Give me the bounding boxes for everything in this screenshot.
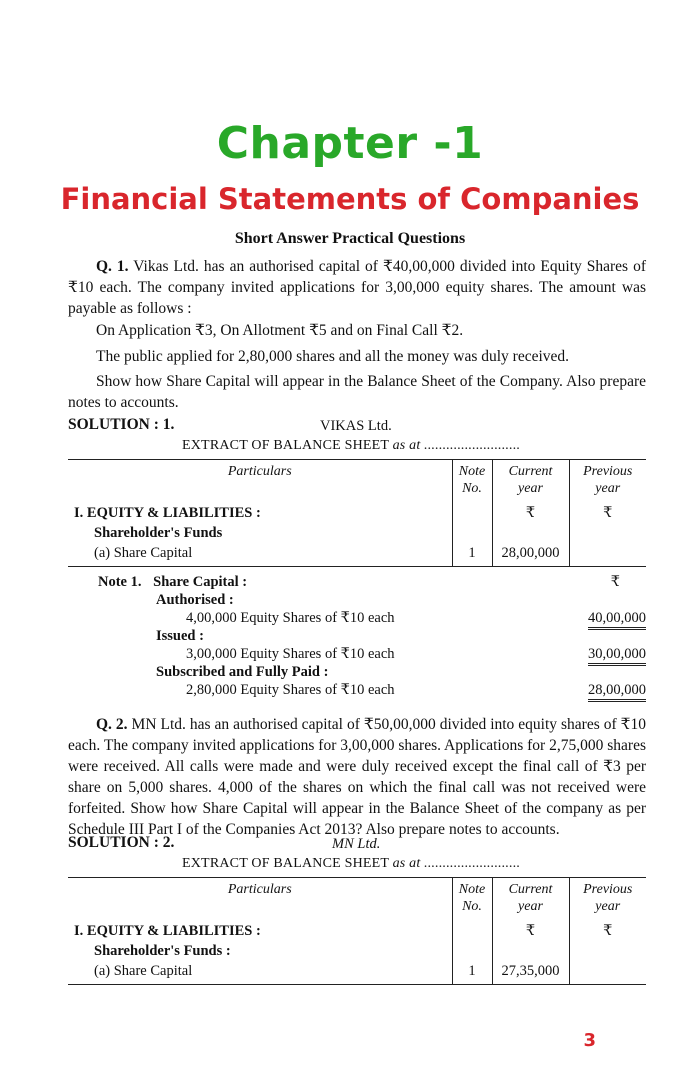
table-row [68,961,646,985]
page-number: 3 [583,1030,596,1051]
question-1 [68,256,646,319]
authorised-amount: 40,00,000 [588,609,646,630]
header-particulars: Particulars [68,460,452,501]
share-capital-item: (a) Share Capital [68,961,452,985]
table-row [68,941,646,961]
solution-1-label: SOLUTION : 1. [68,416,175,433]
note-row [98,681,646,699]
note-ref: 1 [452,961,492,985]
solution-2-extract [182,856,520,872]
note-ref: 1 [452,543,492,567]
section-heading: Short Answer Practical Questions [234,230,466,247]
solution-1-company: VIKAS Ltd. [320,418,392,434]
question-1-payment [68,320,646,341]
applied-text: The public applied for 2,80,000 shares and all the money was duly received. [96,348,570,365]
share-capital-item: (a) Share Capital [68,543,452,567]
current-value: 27,35,000 [492,961,569,985]
subscribed-line: 2,80,000 Equity Shares of ₹10 each [186,682,395,698]
solution-2-label: SOLUTION : 2. [68,834,175,851]
issued-label: Issued : [156,628,204,644]
table-row [68,543,646,567]
table-header-row [68,460,646,501]
authorised-label: Authorised : [156,592,234,608]
note-1 [98,573,646,699]
header-note-no: Note No. [452,460,492,501]
header-current-year: Current year [492,460,569,501]
currency-symbol: ₹ [492,500,569,523]
question-2 [68,714,646,840]
question-1-text: Vikas Ltd. has an authorised capital of ₹40,00,000 divided into Equity Shares of ₹10 each. The company invited applications for 3,00,000 equity shares. The amount was payable as follows : [68,258,646,317]
header-previous-year: Previous year [569,460,646,501]
table-row [68,500,646,523]
extract-title: EXTRACT OF BALANCE SHEET [182,438,389,453]
note-row [98,663,646,681]
funds-label: Shareholder's Funds [94,525,223,541]
note-heading: Share Capital : [153,574,248,590]
chapter-heading: Chapter -1 [216,118,484,169]
balance-sheet-2 [68,877,646,985]
table-row [68,918,646,941]
subscribed-label: Subscribed and Fully Paid : [156,664,329,680]
note-heading-row [98,573,646,591]
question-1-label: Q. 1. [96,258,129,275]
balance-sheet-1 [68,459,646,567]
current-value: 28,00,000 [492,543,569,567]
funds-label: Shareholder's Funds : [94,943,231,959]
subscribed-amount: 28,00,000 [588,681,646,702]
authorised-line: 4,00,000 Equity Shares of ₹10 each [186,610,395,626]
note-row [98,609,646,627]
question-2-text: MN Ltd. has an authorised capital of ₹50,00,000 divided into equity shares of ₹10 each. The company invited applications for 3,00,000 shares. Applications for 2,75,000 shares were received. All calls were made and were duly received except the final call of ₹3 per share on 5,000 shares. 4,000 of the shares on which the final call was not received were forfeited. Show how Share Capital will appear in the Balance Sheet of the company as per Schedule III Part I of the Companies Act 2013? Also prepare notes to accounts. [68,716,646,838]
solution-1-extract [182,438,520,454]
header-note-no: Note No. [452,878,492,919]
extract-date: as at .......................... [392,438,521,453]
note-row [98,645,646,663]
question-1-applied [68,346,646,367]
table-header-row [68,878,646,919]
task-text: Show how Share Capital will appear in the Balance Sheet of the Company. Also prepare notes to accounts. [68,373,646,411]
extract-date: as at .......................... [392,856,521,871]
extract-title: EXTRACT OF BALANCE SHEET [182,856,389,871]
header-particulars: Particulars [68,878,452,919]
question-2-label: Q. 2. [96,716,128,733]
note-label: Note 1. [98,574,142,590]
currency-symbol: ₹ [569,918,646,941]
section-label: I. EQUITY & LIABILITIES : [74,923,261,939]
company-name: MN Ltd. [332,836,381,852]
note-row [98,591,646,609]
solution-2-company [332,836,380,853]
payment-terms: On Application ₹3, On Allotment ₹5 and on Final Call ₹2. [96,322,464,339]
chapter-title: Financial Statements of Companies [60,182,640,216]
currency-symbol: ₹ [610,574,620,590]
issued-line: 3,00,000 Equity Shares of ₹10 each [186,646,395,662]
header-current-year: Current year [492,878,569,919]
issued-amount: 30,00,000 [588,645,646,666]
note-row [98,627,646,645]
table-row [68,523,646,543]
question-1-task [68,371,646,413]
currency-symbol: ₹ [492,918,569,941]
section-label: I. EQUITY & LIABILITIES : [74,505,261,521]
header-previous-year: Previous year [569,878,646,919]
currency-symbol: ₹ [569,500,646,523]
